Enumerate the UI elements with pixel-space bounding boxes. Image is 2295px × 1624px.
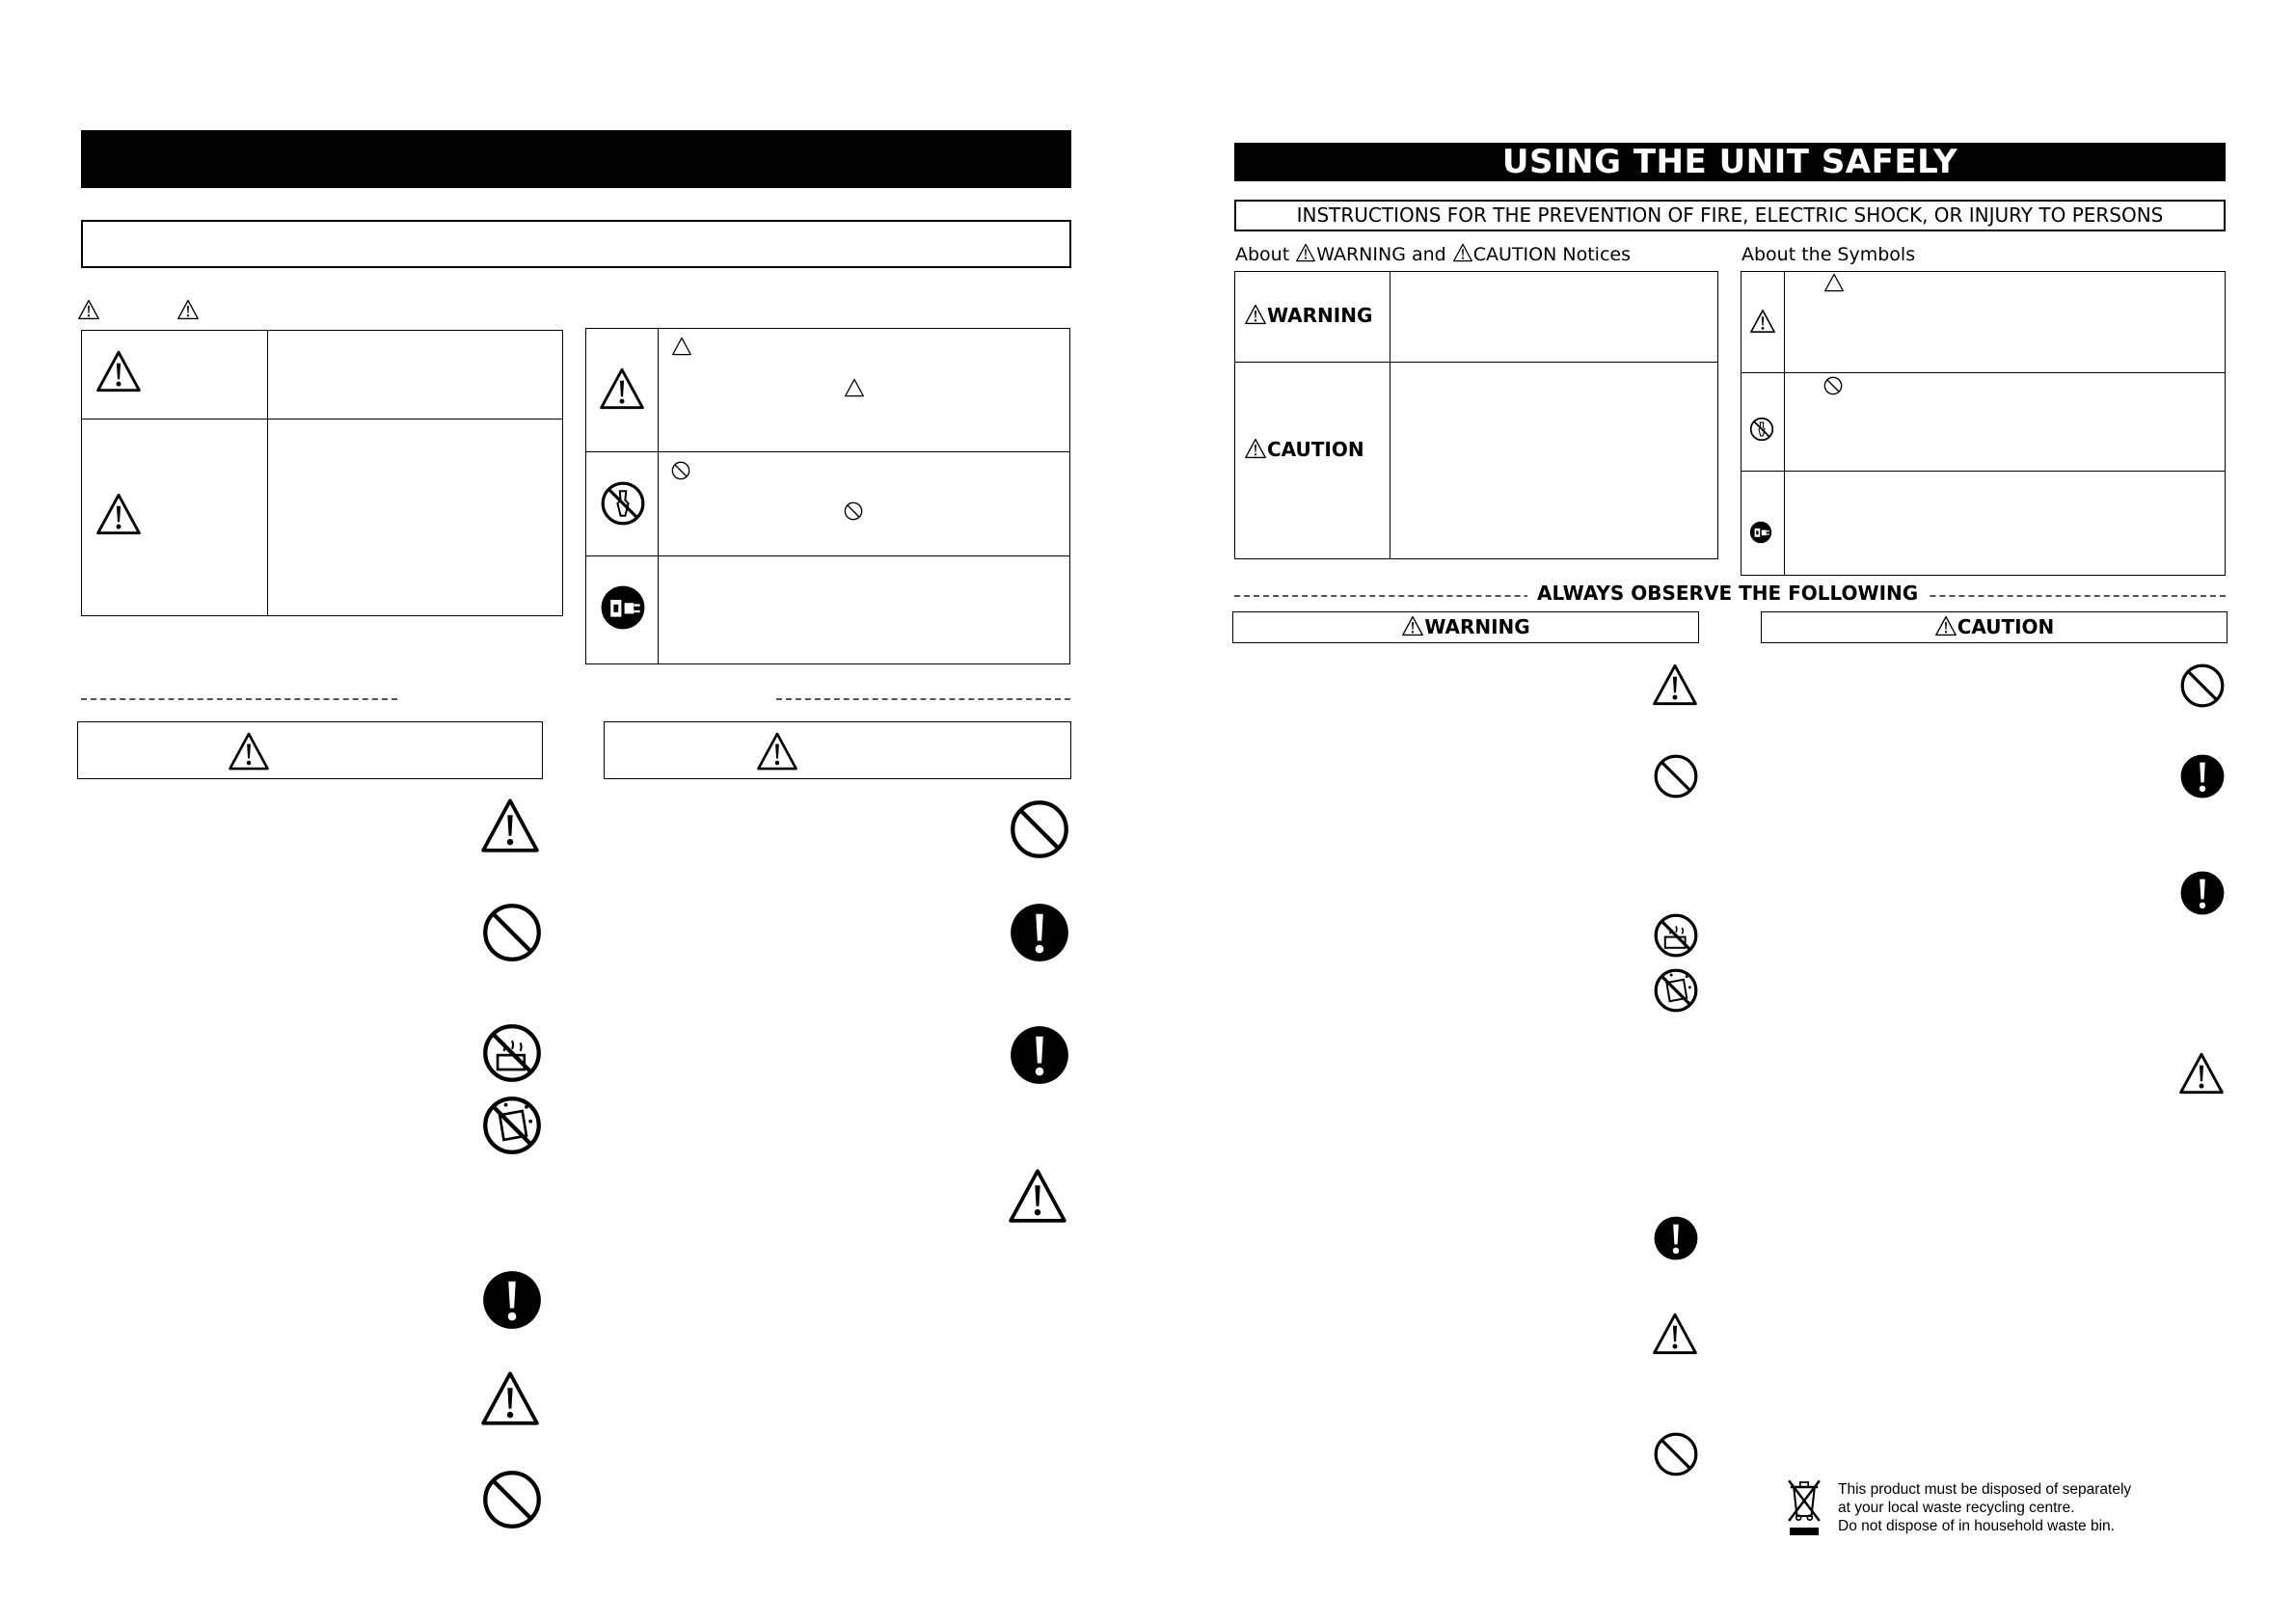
left-notices-table	[81, 330, 563, 616]
notice-warning-label: WARNING	[1244, 304, 1372, 327]
warning-triangle-icon	[1244, 438, 1267, 459]
dashed-separator	[81, 698, 397, 700]
warning-triangle-icon	[1295, 243, 1316, 262]
warning-triangle-icon	[1244, 304, 1267, 325]
warning-triangle-icon	[1934, 615, 1958, 636]
warning-triangle-icon	[176, 299, 200, 320]
divider	[267, 330, 268, 616]
notices-heading: About WARNING and CAUTION Notices	[1235, 244, 1631, 265]
dashed-separator	[776, 698, 1070, 700]
left-caution-column-header	[604, 721, 1071, 779]
warning-triangle-icon	[1452, 243, 1473, 262]
warning-triangle-icon	[94, 492, 143, 536]
mandatory-exclamation-icon	[1009, 1024, 1070, 1086]
prohibited-circle-icon	[481, 902, 543, 963]
warning-triangle-icon	[1749, 309, 1776, 334]
warning-triangle-icon	[2177, 1051, 2226, 1096]
warning-triangle-icon	[1006, 1167, 1069, 1225]
no-disassemble-icon	[600, 480, 646, 527]
triangle-outline-icon	[844, 378, 865, 397]
caution-column-header: CAUTION	[1761, 611, 2228, 643]
page-title: USING THE UNIT SAFELY	[1501, 143, 1958, 181]
warning-triangle-icon	[1651, 1312, 1699, 1356]
no-wet-hands-icon	[1653, 967, 1699, 1014]
warning-triangle-icon	[478, 1369, 542, 1427]
crossed-bin-icon	[1784, 1477, 1824, 1526]
symbols-heading: About the Symbols	[1742, 244, 1916, 265]
divider	[1234, 362, 1718, 363]
right-title-bar	[1234, 143, 2226, 181]
crossed-bin-bar	[1790, 1528, 1819, 1535]
no-water-icon	[1653, 912, 1699, 959]
instruction-banner-text: INSTRUCTIONS FOR THE PREVENTION OF FIRE, ELECTRIC SHOCK, OR INJURY TO PERSONS	[1296, 203, 2164, 227]
prohibited-circle-icon	[2179, 663, 2226, 709]
warning-triangle-icon	[598, 366, 646, 411]
unplug-icon	[600, 584, 646, 631]
divider	[585, 451, 1070, 452]
divider	[1741, 372, 2226, 373]
instruction-banner	[1234, 200, 2226, 231]
left-title-bar	[81, 130, 1071, 188]
unplug-icon	[1749, 521, 1772, 544]
symbols-table	[1741, 271, 2226, 576]
no-water-icon	[481, 1022, 543, 1084]
divider	[658, 328, 659, 664]
always-observe-heading: ALWAYS OBSERVE THE FOLLOWING	[1527, 582, 1928, 605]
warning-triangle-icon	[1651, 663, 1699, 707]
prohibited-circle-icon	[1653, 1431, 1699, 1477]
mandatory-exclamation-icon	[2179, 870, 2226, 916]
warning-triangle-icon	[1401, 615, 1424, 636]
warning-triangle-icon	[77, 299, 100, 320]
prohibited-circle-icon	[1653, 753, 1699, 799]
prohibited-circle-icon	[1009, 798, 1070, 860]
prohibited-circle-icon	[671, 461, 690, 480]
triangle-outline-icon	[671, 337, 692, 356]
no-disassemble-icon	[1749, 417, 1774, 442]
prohibited-circle-icon	[1823, 376, 1843, 395]
left-instruction-box	[81, 220, 1071, 268]
triangle-outline-icon	[1823, 273, 1845, 292]
divider	[81, 419, 563, 420]
mandatory-exclamation-icon	[2179, 753, 2226, 799]
warning-triangle-icon	[226, 731, 272, 771]
left-warning-column-header	[77, 721, 543, 779]
divider	[1784, 271, 1785, 576]
warning-triangle-icon	[94, 349, 143, 393]
prohibited-circle-icon	[481, 1469, 543, 1530]
warning-triangle-icon	[754, 731, 800, 771]
weee-notice: This product must be disposed of separately at your local waste recycling centre. Do not dispose of in household waste bin.	[1838, 1481, 2132, 1534]
mandatory-exclamation-icon	[1009, 902, 1070, 963]
mandatory-exclamation-icon	[1653, 1215, 1699, 1261]
no-wet-hands-icon	[481, 1095, 543, 1156]
warning-column-header: WARNING	[1232, 611, 1699, 643]
divider	[585, 555, 1070, 556]
prohibited-circle-icon	[844, 501, 863, 521]
divider	[1741, 471, 2226, 472]
notice-caution-label: CAUTION	[1244, 438, 1364, 461]
mandatory-exclamation-icon	[481, 1269, 543, 1331]
warning-triangle-icon	[478, 797, 542, 854]
